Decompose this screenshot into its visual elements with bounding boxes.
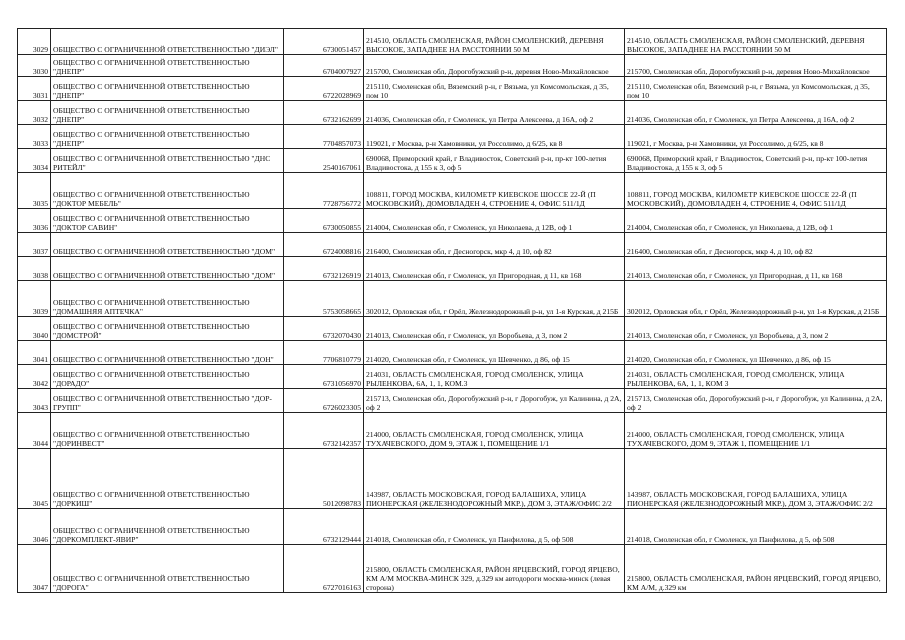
company-name: ОБЩЕСТВО С ОГРАНИЧЕННОЙ ОТВЕТСТВЕННОСТЬЮ "ДИЭЛ" xyxy=(51,29,284,55)
legal-address: 214510, ОБЛАСТЬ СМОЛЕНСКАЯ, РАЙОН СМОЛЕНСКИЙ, ДЕРЕВНЯ ВЫСОКОЕ, ЗАПАДНЕЕ НА РАССТОЯНИИ 50 М xyxy=(364,29,625,55)
table-row xyxy=(18,77,887,101)
actual-address: 214036, Смоленская обл, г Смоленск, ул Петра Алексеева, д 16А, оф 2 xyxy=(625,101,887,125)
actual-address: 119021, г Москва, р-н Хамовники, ул Россолимо, д 6/25, кв 8 xyxy=(625,125,887,149)
inn-cell: 6732142357 xyxy=(284,413,364,449)
company-name: ОБЩЕСТВО С ОГРАНИЧЕННОЙ ОТВЕТСТВЕННОСТЬЮ "ДНЕПР" xyxy=(51,55,284,77)
row-number: 3037 xyxy=(18,233,51,257)
inn-cell: 6732126919 xyxy=(284,257,364,281)
legal-address: 214036, Смоленская обл, г Смоленск, ул Петра Алексеева, д 16А, оф 2 xyxy=(364,101,625,125)
row-number: 3044 xyxy=(18,413,51,449)
table-row xyxy=(18,233,887,257)
legal-address: 214031, ОБЛАСТЬ СМОЛЕНСКАЯ, ГОРОД СМОЛЕНСК, УЛИЦА РЫЛЕНКОВА, 6А, 1, 1, КОМ.3 xyxy=(364,365,625,389)
legal-address: 690068, Приморский край, г Владивосток, Советский р-н, пр-кт 100-летия Владивостока, д 155 к 3, оф 5 xyxy=(364,149,625,173)
inn-cell: 6704007927 xyxy=(284,55,364,77)
legal-address: 214000, ОБЛАСТЬ СМОЛЕНСКАЯ, ГОРОД СМОЛЕНСК, УЛИЦА ТУХАЧЕВСКОГО, ДОМ 9, ЭТАЖ 1, ПОМЕЩЕНИЕ 1/1 xyxy=(364,413,625,449)
company-name: ОБЩЕСТВО С ОГРАНИЧЕННОЙ ОТВЕТСТВЕННОСТЬЮ "ДОМАШНЯЯ АПТЕЧКА" xyxy=(51,281,284,317)
company-name: ОБЩЕСТВО С ОГРАНИЧЕННОЙ ОТВЕТСТВЕННОСТЬЮ "ДОРОГА" xyxy=(51,545,284,593)
actual-address: 214031, ОБЛАСТЬ СМОЛЕНСКАЯ, ГОРОД СМОЛЕНСК, УЛИЦА РЫЛЕНКОВА, 6А, 1, 1, КОМ 3 xyxy=(625,365,887,389)
table-row xyxy=(18,125,887,149)
table-row xyxy=(18,317,887,341)
company-name: ОБЩЕСТВО С ОГРАНИЧЕННОЙ ОТВЕТСТВЕННОСТЬЮ "ДОРИНВЕСТ" xyxy=(51,413,284,449)
table-row xyxy=(18,545,887,593)
company-name: ОБЩЕСТВО С ОГРАНИЧЕННОЙ ОТВЕТСТВЕННОСТЬЮ "ДНС РИТЕЙЛ" xyxy=(51,149,284,173)
table-row xyxy=(18,209,887,233)
actual-address: 215800, ОБЛАСТЬ СМОЛЕНСКАЯ, РАЙОН ЯРЦЕВСКИЙ, ГОРОД ЯРЦЕВО, КМ А/М, д.329 км xyxy=(625,545,887,593)
company-name: ОБЩЕСТВО С ОГРАНИЧЕННОЙ ОТВЕТСТВЕННОСТЬЮ "ДОКТОР САВИН" xyxy=(51,209,284,233)
company-name: ОБЩЕСТВО С ОГРАНИЧЕННОЙ ОТВЕТСТВЕННОСТЬЮ "ДОРКИШ" xyxy=(51,449,284,509)
table-row xyxy=(18,281,887,317)
legal-address: 215713, Смоленская обл, Дорогобужский р-н, г Дорогобуж, ул Калинина, д 2А, оф 2 xyxy=(364,389,625,413)
actual-address: 214018, Смоленская обл, г Смоленск, ул Панфилова, д 5, оф 508 xyxy=(625,509,887,545)
company-name: ОБЩЕСТВО С ОГРАНИЧЕННОЙ ОТВЕТСТВЕННОСТЬЮ "ДНЕПР" xyxy=(51,101,284,125)
inn-cell: 5012098783 xyxy=(284,449,364,509)
inn-cell: 6727016163 xyxy=(284,545,364,593)
registry-page xyxy=(17,28,886,593)
inn-cell: 6722028969 xyxy=(284,77,364,101)
registry-table-body xyxy=(18,29,887,593)
table-row xyxy=(18,173,887,209)
table-row xyxy=(18,365,887,389)
company-name: ОБЩЕСТВО С ОГРАНИЧЕННОЙ ОТВЕТСТВЕННОСТЬЮ "ДОРКОМПЛЕКТ-ЯВИР" xyxy=(51,509,284,545)
row-number: 3045 xyxy=(18,449,51,509)
row-number: 3040 xyxy=(18,317,51,341)
legal-address: 302012, Орловская обл, г Орёл, Железнодорожный р-н, ул 1-я Курская, д 215Б xyxy=(364,281,625,317)
actual-address: 108811, ГОРОД МОСКВА, КИЛОМЕТР КИЕВСКОЕ ШОССЕ 22-Й (П МОСКОВСКИЙ), ДОМОВЛАДЕН 4, СТРОЕНИЕ 4, ОФИС 511/1Д xyxy=(625,173,887,209)
row-number: 3038 xyxy=(18,257,51,281)
actual-address: 215700, Смоленская обл, Дорогобужский р-н, деревня Ново-Михайловское xyxy=(625,55,887,77)
inn-cell: 2540167061 xyxy=(284,149,364,173)
inn-cell: 6724008816 xyxy=(284,233,364,257)
inn-cell: 6730051457 xyxy=(284,29,364,55)
actual-address: 214004, Смоленская обл, г Смоленск, ул Николаева, д 12В, оф 1 xyxy=(625,209,887,233)
company-name: ОБЩЕСТВО С ОГРАНИЧЕННОЙ ОТВЕТСТВЕННОСТЬЮ "ДОРАДО" xyxy=(51,365,284,389)
registry-table xyxy=(17,28,887,593)
row-number: 3047 xyxy=(18,545,51,593)
table-row xyxy=(18,413,887,449)
row-number: 3033 xyxy=(18,125,51,149)
table-row xyxy=(18,55,887,77)
legal-address: 214020, Смоленская обл, г Смоленск, ул Шевченко, д 86, оф 15 xyxy=(364,341,625,365)
legal-address: 215800, ОБЛАСТЬ СМОЛЕНСКАЯ, РАЙОН ЯРЦЕВСКИЙ, ГОРОД ЯРЦЕВО, КМ А/М МОСКВА-МИНСК 329, д.329 км автодороги москва-минск (левая сторона) xyxy=(364,545,625,593)
row-number: 3039 xyxy=(18,281,51,317)
inn-cell: 6726023305 xyxy=(284,389,364,413)
company-name: ОБЩЕСТВО С ОГРАНИЧЕННОЙ ОТВЕТСТВЕННОСТЬЮ "ДНЕПР" xyxy=(51,77,284,101)
actual-address: 215110, Смоленская обл, Вяземский р-н, г Вязьма, ул Комсомольская, д 35, пом 10 xyxy=(625,77,887,101)
actual-address: 302012, Орловская обл, г Орёл, Железнодорожный р-н, ул 1-я Курская, д 215Б xyxy=(625,281,887,317)
actual-address: 690068, Приморский край, г Владивосток, Советский р-н, пр-кт 100-летия Владивостока, д 155 к 3, оф 5 xyxy=(625,149,887,173)
actual-address: 214510, ОБЛАСТЬ СМОЛЕНСКАЯ, РАЙОН СМОЛЕНСКИЙ, ДЕРЕВНЯ ВЫСОКОЕ, ЗАПАДНЕЕ НА РАССТОЯНИИ 50 М xyxy=(625,29,887,55)
actual-address: 216400, Смоленская обл, г Десногорск, мкр 4, д 10, оф 82 xyxy=(625,233,887,257)
row-number: 3032 xyxy=(18,101,51,125)
row-number: 3034 xyxy=(18,149,51,173)
table-row xyxy=(18,389,887,413)
company-name: ОБЩЕСТВО С ОГРАНИЧЕННОЙ ОТВЕТСТВЕННОСТЬЮ "ДОМСТРОЙ" xyxy=(51,317,284,341)
table-row xyxy=(18,101,887,125)
row-number: 3030 xyxy=(18,55,51,77)
inn-cell: 6732162699 xyxy=(284,101,364,125)
legal-address: 214013, Смоленская обл, г Смоленск, ул Воробьева, д 3, пом 2 xyxy=(364,317,625,341)
actual-address: 215713, Смоленская обл, Дорогобужский р-н, г Дорогобуж, ул Калинина, д 2А, оф 2 xyxy=(625,389,887,413)
table-row xyxy=(18,341,887,365)
inn-cell: 7704857073 xyxy=(284,125,364,149)
actual-address: 214013, Смоленская обл, г Смоленск, ул Пригородная, д 11, кв 168 xyxy=(625,257,887,281)
legal-address: 214004, Смоленская обл, г Смоленск, ул Николаева, д 12В, оф 1 xyxy=(364,209,625,233)
inn-cell: 6730050855 xyxy=(284,209,364,233)
row-number: 3042 xyxy=(18,365,51,389)
company-name: ОБЩЕСТВО С ОГРАНИЧЕННОЙ ОТВЕТСТВЕННОСТЬЮ "ДОМ" xyxy=(51,233,284,257)
actual-address: 143987, ОБЛАСТЬ МОСКОВСКАЯ, ГОРОД БАЛАШИХА, УЛИЦА ПИОНЕРСКАЯ (ЖЕЛЕЗНОДОРОЖНЫЙ МКР.), ДОМ 3, ЭТАЖ/ОФИС 2/2 xyxy=(625,449,887,509)
table-row xyxy=(18,29,887,55)
inn-cell: 5753058665 xyxy=(284,281,364,317)
actual-address: 214013, Смоленская обл, г Смоленск, ул Воробьева, д 3, пом 2 xyxy=(625,317,887,341)
actual-address: 214000, ОБЛАСТЬ СМОЛЕНСКАЯ, ГОРОД СМОЛЕНСК, УЛИЦА ТУХАЧЕВСКОГО, ДОМ 9, ЭТАЖ 1, ПОМЕЩЕНИЕ 1/1 xyxy=(625,413,887,449)
inn-cell: 6731056970 xyxy=(284,365,364,389)
legal-address: 215700, Смоленская обл, Дорогобужский р-н, деревня Ново-Михайловское xyxy=(364,55,625,77)
legal-address: 215110, Смоленская обл, Вяземский р-н, г Вязьма, ул Комсомольская, д 35, пом 10 xyxy=(364,77,625,101)
inn-cell: 6732129444 xyxy=(284,509,364,545)
row-number: 3035 xyxy=(18,173,51,209)
company-name: ОБЩЕСТВО С ОГРАНИЧЕННОЙ ОТВЕТСТВЕННОСТЬЮ "ДОМ" xyxy=(51,257,284,281)
company-name: ОБЩЕСТВО С ОГРАНИЧЕННОЙ ОТВЕТСТВЕННОСТЬЮ "ДОКТОР МЕБЕЛЬ" xyxy=(51,173,284,209)
legal-address: 214013, Смоленская обл, г Смоленск, ул Пригородная, д 11, кв 168 xyxy=(364,257,625,281)
table-row xyxy=(18,257,887,281)
row-number: 3036 xyxy=(18,209,51,233)
row-number: 3041 xyxy=(18,341,51,365)
legal-address: 216400, Смоленская обл, г Десногорск, мкр 4, д 10, оф 82 xyxy=(364,233,625,257)
legal-address: 119021, г Москва, р-н Хамовники, ул Россолимо, д 6/25, кв 8 xyxy=(364,125,625,149)
row-number: 3031 xyxy=(18,77,51,101)
legal-address: 143987, ОБЛАСТЬ МОСКОВСКАЯ, ГОРОД БАЛАШИХА, УЛИЦА ПИОНЕРСКАЯ (ЖЕЛЕЗНОДОРОЖНЫЙ МКР.), ДОМ 3, ЭТАЖ/ОФИС 2/2 xyxy=(364,449,625,509)
row-number: 3043 xyxy=(18,389,51,413)
table-row xyxy=(18,449,887,509)
row-number: 3046 xyxy=(18,509,51,545)
actual-address: 214020, Смоленская обл, г Смоленск, ул Шевченко, д 86, оф 15 xyxy=(625,341,887,365)
legal-address: 214018, Смоленская обл, г Смоленск, ул Панфилова, д 5, оф 508 xyxy=(364,509,625,545)
company-name: ОБЩЕСТВО С ОГРАНИЧЕННОЙ ОТВЕТСТВЕННОСТЬЮ "ДОР-ГРУПП" xyxy=(51,389,284,413)
inn-cell: 7728756772 xyxy=(284,173,364,209)
table-row xyxy=(18,509,887,545)
company-name: ОБЩЕСТВО С ОГРАНИЧЕННОЙ ОТВЕТСТВЕННОСТЬЮ "ДНЕПР" xyxy=(51,125,284,149)
inn-cell: 6732070430 xyxy=(284,317,364,341)
row-number: 3029 xyxy=(18,29,51,55)
inn-cell: 7706810779 xyxy=(284,341,364,365)
company-name: ОБЩЕСТВО С ОГРАНИЧЕННОЙ ОТВЕТСТВЕННОСТЬЮ "ДОН" xyxy=(51,341,284,365)
table-row xyxy=(18,149,887,173)
legal-address: 108811, ГОРОД МОСКВА, КИЛОМЕТР КИЕВСКОЕ ШОССЕ 22-Й (П МОСКОВСКИЙ), ДОМОВЛАДЕН 4, СТРОЕНИЕ 4, ОФИС 511/1Д xyxy=(364,173,625,209)
